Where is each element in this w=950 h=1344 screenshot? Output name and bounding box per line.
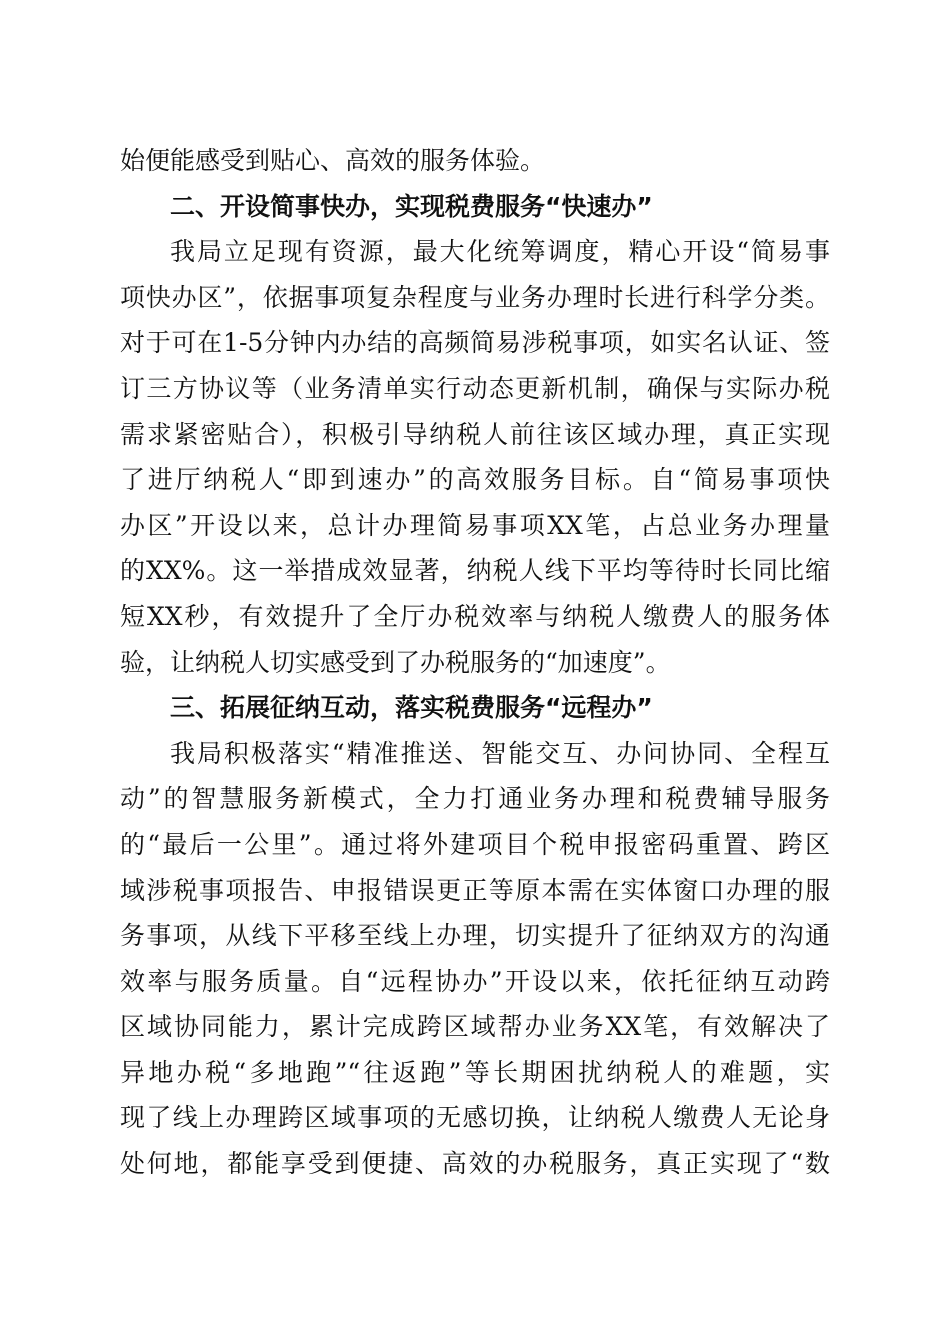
paragraph-line: 我局积极落实“精准推送、智能交互、办问协同、全程互 [170,738,830,768]
section-heading: 三、拓展征纳互动，落实税费服务“远程办” [170,693,653,723]
paragraph-line: 项快办区”，依据事项复杂程度与业务办理时长进行科学分类。 [120,282,830,312]
paragraph-line: 域涉税事项报告、申报错误更正等原本需在实体窗口办理的服 [120,875,830,905]
paragraph-line: 效率与服务质量。自“远程协办”开设以来，依托征纳互动跨 [120,966,830,996]
paragraph-line: 办区”开设以来，总计办理简易事项XX笔，占总业务办理量 [120,510,830,540]
paragraph-line: 了进厅纳税人“即到速办”的高效服务目标。自“简易事项快 [120,465,830,495]
paragraph-line: 验，让纳税人切实感受到了办税服务的“加速度”。 [120,647,671,677]
paragraph-line: 对于可在1-5分钟内办结的高频简易涉税事项，如实名认证、签 [120,328,830,358]
paragraph-line: 需求紧密贴合），积极引导纳税人前往该区域办理，真正实现 [120,419,830,449]
paragraph-line: 现了线上办理跨区域事项的无感切换，让纳税人缴费人无论身 [120,1103,830,1133]
paragraph-line: 始便能感受到贴心、高效的服务体验。 [120,146,546,175]
document-body [120,138,830,1187]
paragraph-line: 区域协同能力，累计完成跨区域帮办业务XX笔，有效解决了 [120,1012,830,1042]
paragraph-line: 动”的智慧服务新模式，全力打通业务办理和税费辅导服务 [120,784,830,814]
paragraph-line: 处何地，都能享受到便捷、高效的办税服务，真正实现了“数 [120,1149,830,1179]
paragraph-line: 我局立足现有资源，最大化统筹调度，精心开设“简易事 [170,237,830,267]
paragraph-line: 异地办税“多地跑”“往返跑”等长期困扰纳税人的难题，实 [120,1057,830,1087]
section-heading: 二、开设简事快办，实现税费服务“快速办” [170,191,653,221]
paragraph-line: 的XX%。这一举措成效显著，纳税人线下平均等待时长同比缩 [120,556,830,586]
paragraph-line: 订三方协议等（业务清单实行动态更新机制，确保与实际办税 [120,373,830,403]
paragraph-line: 的“最后一公里”。通过将外建项目个税申报密码重置、跨区 [120,829,830,859]
paragraph-line: 务事项，从线下平移至线上办理，切实提升了征纳双方的沟通 [120,921,830,951]
paragraph-line: 短XX秒，有效提升了全厅办税效率与纳税人缴费人的服务体 [120,601,830,631]
